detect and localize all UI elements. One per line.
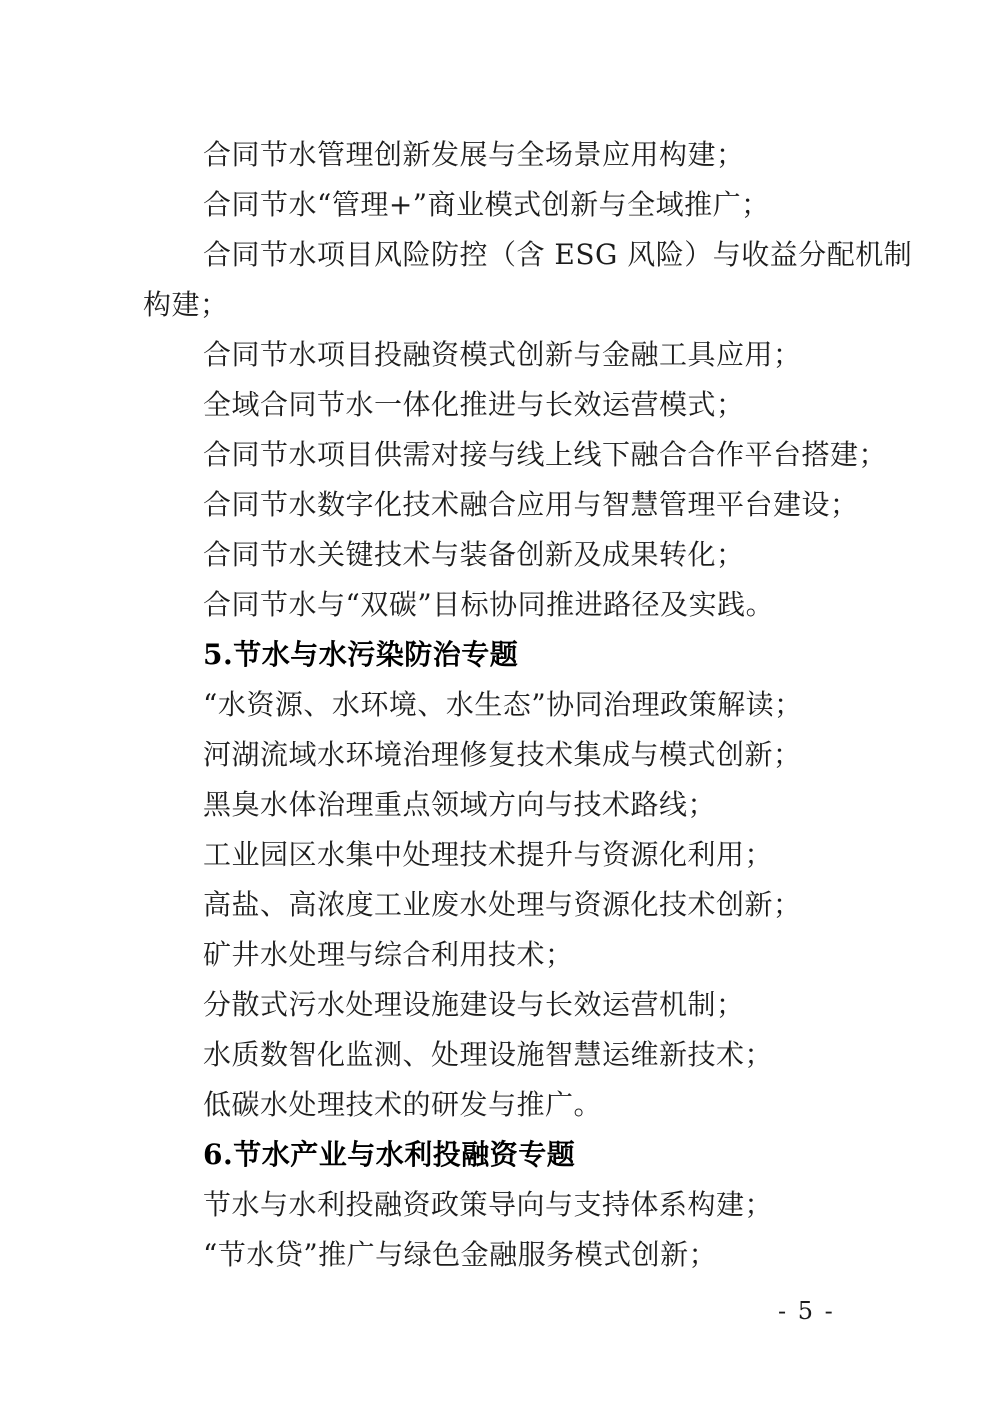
document-line: 全域合同节水一体化推进与长效运营模式； — [203, 388, 745, 421]
document-line: 合同节水数字化技术融合应用与智慧管理平台建设； — [203, 488, 859, 521]
document-line: 工业园区水集中处理技术提升与资源化利用； — [203, 838, 774, 871]
document-line: 合同节水项目供需对接与线上线下融合合作平台搭建； — [203, 438, 888, 471]
document-line: 高盐、高浓度工业废水处理与资源化技术创新； — [203, 888, 802, 921]
document-line: “节水贷”推广与绿色金融服务模式创新； — [203, 1238, 718, 1271]
document-line: 黑臭水体治理重点领域方向与技术路线； — [203, 788, 717, 821]
document-line: 河湖流域水环境治理修复技术集成与模式创新； — [203, 738, 802, 771]
document-line: 合同节水关键技术与装备创新及成果转化； — [203, 538, 745, 571]
document-line: 合同节水项目风险防控（含 ESG 风险）与收益分配机制 — [203, 238, 913, 271]
document-line: “水资源、水环境、水生态”协同治理政策解读； — [203, 688, 803, 721]
document-line: 合同节水项目投融资模式创新与金融工具应用； — [203, 338, 802, 371]
document-line: 合同节水“管理+”商业模式创新与全域推广； — [203, 188, 770, 221]
document-body — [143, 130, 933, 1280]
document-line: 合同节水与“双碳”目标协同推进路径及实践。 — [203, 588, 775, 621]
section-heading-6: 6.节水产业与水利投融资专题 — [203, 1138, 576, 1171]
document-line-continuation: 构建； — [143, 288, 229, 321]
section-heading-5: 5.节水与水污染防治专题 — [203, 638, 519, 671]
document-line: 合同节水管理创新发展与全场景应用构建； — [203, 138, 745, 171]
document-line: 低碳水处理技术的研发与推广。 — [203, 1088, 603, 1121]
document-line: 节水与水利投融资政策导向与支持体系构建； — [203, 1188, 774, 1221]
document-line: 分散式污水处理设施建设与长效运营机制； — [203, 988, 745, 1021]
document-line: 水质数智化监测、处理设施智慧运维新技术； — [203, 1038, 774, 1071]
page-number: - 5 - — [778, 1297, 833, 1325]
document-line: 矿井水处理与综合利用技术； — [203, 938, 574, 971]
